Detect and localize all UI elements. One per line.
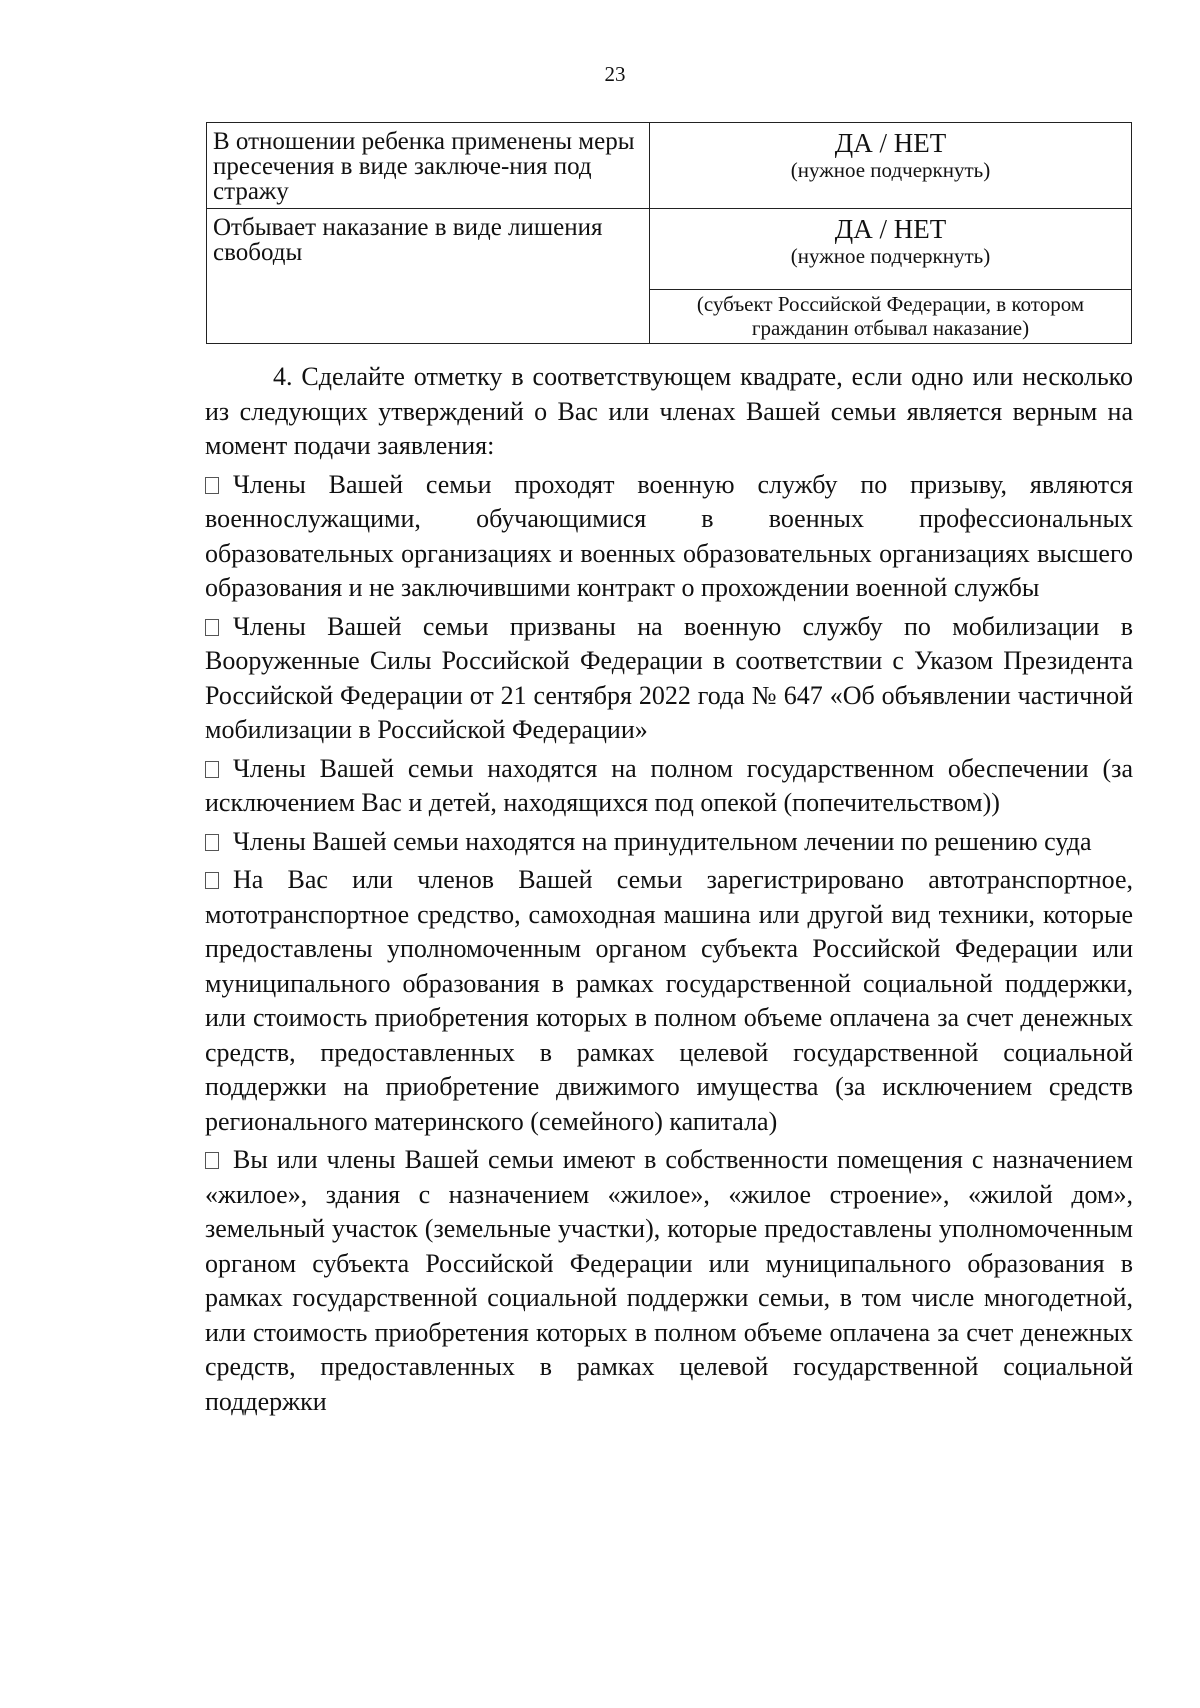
- item-text: Члены Вашей семьи проходят военную службу по призыву, являются военнослужащими, обучающимися в военных профессиональных образовательных организациях и военных образовательных организациях высшего образования и не заключившими контракт о прохождении военной службы: [205, 469, 1133, 602]
- list-item: [205, 610, 1133, 748]
- section-intro: 4. Сделайте отметку в соответствующем квадрате, если одно или несколько из следующих утверждений о Вас или членах Вашей семьи является верным на момент подачи заявления:: [205, 362, 1133, 460]
- subject-note: (субъект Российской Федерации, в котором гражданин отбывал наказание): [650, 289, 1131, 340]
- item-text: На Вас или членов Вашей семьи зарегистрировано автотранспортное, мототранспортное средство, самоходная машина или другой вид техники, которые предоставлены уполномоченным органом субъекта Российской Федерации или муниципального образования в рамках государственной социальной поддержки, или стоимость приобретения которых в полном объеме оплачена за счет денежных средств, предоставленных в рамках целевой государственной социальной поддержки на приобретение движимого имущества (за исключением средств регионального материнского (семейного) капитала): [205, 865, 1133, 1136]
- list-item: [205, 752, 1133, 821]
- page-number: 23: [604, 62, 626, 86]
- checkbox[interactable]: [205, 834, 219, 851]
- row-label-custody: В отношении ребенка применены меры пресечения в виде заключе-ния под стражу: [207, 123, 650, 209]
- yes-no-choice[interactable]: ДА / НЕТ: [834, 213, 947, 244]
- checkbox[interactable]: [205, 477, 219, 494]
- list-item: [205, 863, 1133, 1139]
- table-row: [207, 123, 1132, 209]
- section-4: [205, 360, 1133, 1419]
- item-text: Вы или члены Вашей семьи имеют в собственности помещения с назначением «жилое», здания с назначением «жилое», «жилое строение», «жилой дом», земельный участок (земельные участки), которые предоставлены уполномоченным органом субъекта Российской Федерации или муниципального образования в рамках государственной социальной поддержки семьи, в том числе многодетной, или стоимость приобретения которых в полном объеме оплачена за счет денежных средств, предоставленных в рамках целевой государственной социальной поддержки: [205, 1145, 1133, 1416]
- checkbox[interactable]: [205, 872, 219, 889]
- answer-cell-imprisonment: [650, 208, 1132, 343]
- list-item: [205, 825, 1133, 860]
- list-item: [205, 1143, 1133, 1419]
- item-text: Члены Вашей семьи находятся на полном государственном обеспечении (за исключением Вас и детей, находящихся под опекой (попечительством)): [205, 753, 1133, 817]
- list-item: [205, 468, 1133, 606]
- yes-no-choice[interactable]: ДА / НЕТ: [834, 128, 947, 158]
- underline-hint: (нужное подчеркнуть): [790, 158, 991, 183]
- item-text: Члены Вашей семьи призваны на военную службу по мобилизации в Вооруженные Силы Российской Федерации в соответствии с Указом Президента Российской Федерации от 21 сентября 2022 года № 647 «Об объявлении частичной мобилизации в Российской Федерации»: [205, 611, 1133, 744]
- item-text: Члены Вашей семьи находятся на принудительном лечении по решению суда: [233, 826, 1092, 856]
- answer-cell-custody: [650, 123, 1132, 209]
- checkbox[interactable]: [205, 1152, 219, 1169]
- table-row: [207, 208, 1132, 343]
- checkbox[interactable]: [205, 619, 219, 636]
- underline-hint: (нужное подчеркнуть): [790, 244, 991, 269]
- checkbox[interactable]: [205, 761, 219, 778]
- row-label-imprisonment: Отбывает наказание в виде лишения свободы: [207, 208, 650, 343]
- info-table: [206, 122, 1132, 344]
